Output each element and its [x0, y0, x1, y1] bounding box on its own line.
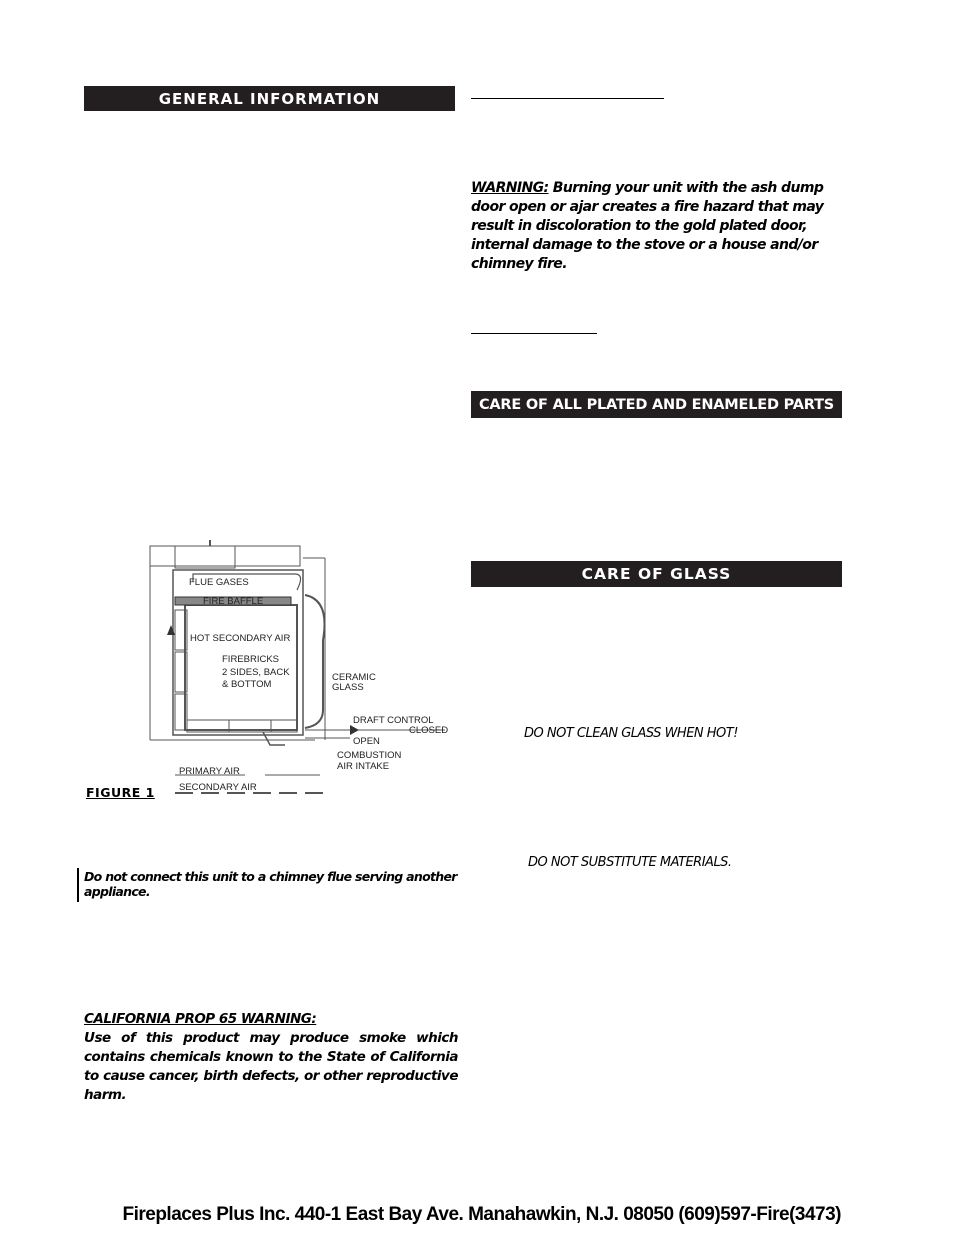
section-rule	[471, 98, 664, 99]
warning-lead: WARNING:	[471, 180, 549, 196]
closed-label: CLOSED	[409, 725, 449, 736]
ceramic-glass-curve	[305, 595, 325, 728]
firebricks-label-3: & BOTTOM	[222, 679, 272, 690]
secondary-air-label: SECONDARY AIR	[179, 782, 257, 793]
primary-air-path	[263, 732, 285, 745]
open-label: OPEN	[353, 736, 380, 747]
flue-collar	[175, 546, 235, 568]
warning-text: Burning your unit with the ash dump door open or ajar creates a fire hazard that may result in discoloration to the gold plated door, internal damage to the stove or a house and/or chimney fire.	[471, 180, 824, 272]
draft-arrow	[350, 725, 359, 735]
footer-address: Fireplaces Plus Inc. 440-1 East Bay Ave. Manahawkin, N.J. 08050 (609)597-Fire(3473)	[122, 1204, 841, 1225]
primary-air-label: PRIMARY AIR	[179, 766, 240, 777]
section-rule	[471, 333, 597, 334]
draft-control-label: DRAFT CONTROL	[353, 715, 434, 726]
firebricks-label-2: 2 SIDES, BACK	[222, 667, 290, 678]
prop65-title: CALIFORNIA PROP 65 WARNING:	[84, 1011, 317, 1027]
flue-gases-label: FLUE GASES	[189, 577, 249, 588]
figure-1-label: FIGURE 1	[86, 785, 155, 800]
ceramic-glass-label-2: GLASS	[332, 682, 364, 693]
substitute-note: DO NOT SUBSTITUTE MATERIALS.	[528, 855, 732, 870]
stove-body	[173, 570, 303, 735]
care-of-glass-header: CARE OF GLASS	[471, 561, 842, 587]
ceramic-glass-label-1: CERAMIC	[332, 672, 376, 683]
general-information-header: GENERAL INFORMATION	[84, 86, 455, 111]
change-bar	[77, 868, 79, 902]
airflow-arrow	[167, 625, 175, 635]
chimney-flue-note: Do not connect this unit to a chimney flue serving another appliance.	[84, 869, 457, 899]
glass-hot-note: DO NOT CLEAN GLASS WHEN HOT!	[524, 726, 738, 741]
fire-baffle-label: FIRE BAFFLE	[203, 596, 264, 607]
stove-airflow-diagram	[145, 540, 465, 800]
prop65-body: Use of this product may produce smoke which contains chemicals known to the State of California to cause cancer, birth defects, or other reproductive harm.	[84, 1030, 458, 1103]
hot-secondary-air-label: HOT SECONDARY AIR	[190, 633, 291, 644]
combustion-label-2: AIR INTAKE	[337, 761, 390, 772]
plated-parts-header: CARE OF ALL PLATED AND ENAMELED PARTS	[471, 391, 842, 418]
firebricks-label-1: FIREBRICKS	[222, 654, 280, 665]
ash-dump-warning	[471, 179, 844, 274]
prop65-warning	[84, 1010, 458, 1105]
combustion-label-1: COMBUSTION	[337, 750, 402, 761]
stove-top	[150, 546, 300, 566]
